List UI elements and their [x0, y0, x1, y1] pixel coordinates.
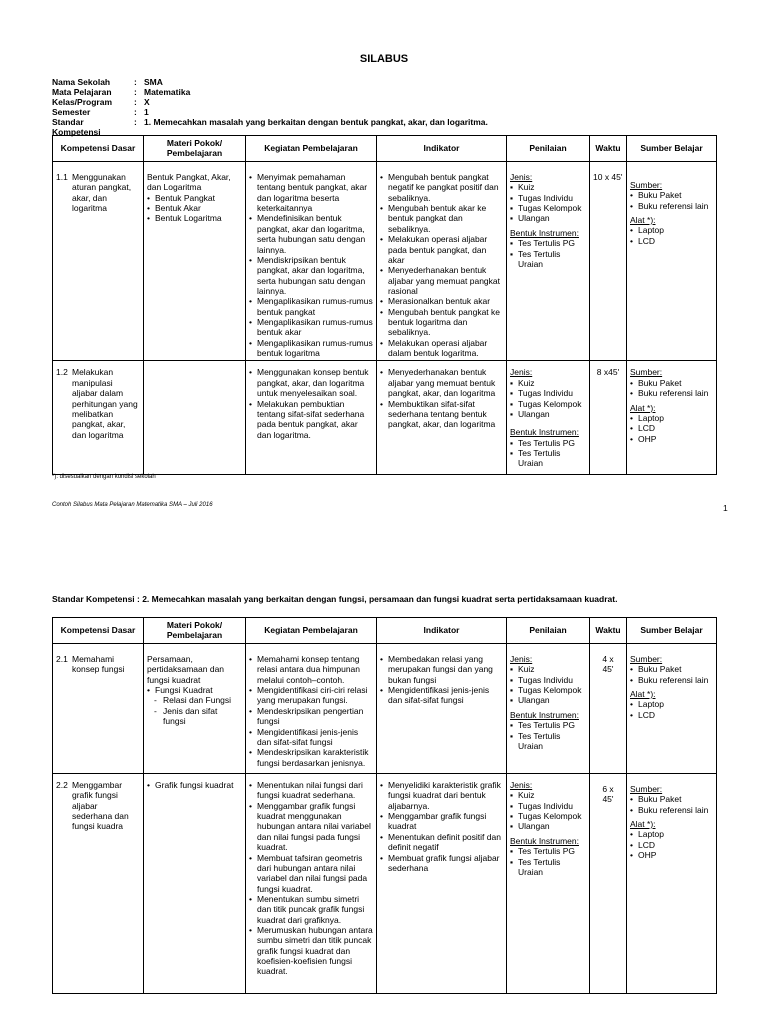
materi-list: [147, 780, 242, 790]
list-item: • Membuat tafsiran geometris dari hubungan antara nilai variabel dan nilai fungsi pada fungsi kuadrat.: [249, 853, 373, 894]
meta-row: [52, 107, 488, 117]
list-item: ▪ Tes Tertulis Uraian: [510, 731, 586, 752]
list-item: • Mendefinisikan bentuk pangkat, akar dan logaritma, serta hubungan satu dengan lainnya.: [249, 213, 373, 254]
list-item: • Grafik fungsi kuadrat: [147, 780, 242, 790]
alat-list: [630, 699, 713, 720]
alat-list: [630, 225, 713, 246]
jenis-label: Jenis:: [510, 654, 533, 664]
list-item: • Mengidentifikasi ciri-ciri relasi yang merupakan fungsi.: [249, 685, 373, 706]
header-indikator: Indikator: [377, 136, 507, 162]
instrumen-label: Bentuk Instrumen:: [510, 227, 579, 238]
header-materi-line1: Materi Pokok/: [166, 137, 223, 148]
list-item: • Menyelidiki karakteristik grafik fungsi kuadrat dari bentuk aljabarnya.: [380, 780, 503, 811]
header-materi-line2: Pembelajaran: [166, 629, 223, 640]
list-item: • Membedakan relasi yang merupakan fungsi dan yang bukan fungsi: [380, 654, 503, 685]
list-item: - Relasi dan Fungsi: [147, 695, 242, 705]
kd-cell: [53, 644, 144, 774]
materi-list: [147, 685, 242, 695]
jenis-label: Jenis:: [510, 780, 533, 790]
list-item: ▪ Tes Tertulis Uraian: [510, 448, 586, 469]
table-row: [53, 644, 717, 774]
page-title: SILABUS: [359, 53, 409, 65]
list-item: • Laptop: [630, 413, 713, 423]
alat-list: [630, 829, 713, 860]
penilaian-cell: [507, 774, 590, 994]
header-materi: [144, 618, 246, 644]
header-materi-line2: Pembelajaran: [166, 147, 223, 158]
kd-text: Menggambar grafik fungsi aljabar sederhana dan fungsi kuadra: [72, 780, 129, 832]
meta-label: Semester: [52, 107, 91, 117]
kd-number: 1.2: [56, 367, 68, 378]
materi-intro: Bentuk Pangkat, Akar, dan Logaritma: [147, 172, 231, 193]
alat-list: [630, 413, 713, 444]
kegiatan-list: [249, 780, 373, 977]
kd-number: 2.2: [56, 780, 68, 790]
list-item: • Memahami konsep tentang relasi antara dua himpunan melalui contoh–contoh.: [249, 654, 373, 685]
indikator-list: [380, 780, 503, 873]
list-item: • Laptop: [630, 225, 713, 235]
waktu-value: 8 x45': [596, 367, 620, 378]
header-kegiatan: Kegiatan Pembelajaran: [246, 136, 377, 162]
list-item: ▪ Tes Tertulis Uraian: [510, 249, 586, 270]
page-footer: Contoh Silabus Mata Pelajaran Matematika SMA – Juli 2016: [52, 502, 213, 508]
materi-cell: [144, 162, 246, 361]
list-item: • Buku Paket: [630, 378, 713, 388]
meta-colon: :: [134, 117, 137, 127]
waktu-cell: [590, 644, 627, 774]
meta-value: SMA: [144, 77, 163, 87]
waktu-value: 10 x 45': [593, 172, 623, 182]
list-item: • Mendeskripsikan pengertian fungsi: [249, 706, 373, 727]
materi-intro: Persamaan, pertidaksamaan dan fungsi kuadrat: [147, 654, 225, 685]
waktu-cell: [590, 162, 627, 361]
indikator-list: [380, 172, 503, 358]
meta-colon: :: [134, 97, 137, 107]
waktu-value-line1: 6 x: [602, 784, 614, 794]
kegiatan-cell: [246, 361, 377, 475]
list-item: ▪ Kuiz: [510, 378, 586, 388]
syllabus-table-1: [52, 135, 717, 475]
list-item: • Menentukan sumbu simetri dan titik puncak grafik fungsi kuadrat dari grafiknya.: [249, 894, 373, 925]
meta-colon: :: [134, 107, 137, 117]
list-item: ▪ Tes Tertulis PG: [510, 720, 586, 730]
list-item: • Menentukan definit positif dan definit negatif: [380, 832, 503, 853]
list-item: • Melakukan operasi aljabar dalam bentuk logaritma.: [380, 338, 503, 359]
jenis-list: [510, 182, 586, 223]
meta-colon: :: [134, 77, 137, 87]
indikator-cell: [377, 644, 507, 774]
list-item: ▪ Tugas Kelompok: [510, 685, 586, 695]
list-item: ▪ Tugas Individu: [510, 801, 586, 811]
sumber-list: [630, 664, 713, 685]
indikator-cell: [377, 162, 507, 361]
sumber-list: [630, 794, 713, 815]
list-item: • Mengaplikasikan rumus-rumus bentuk akar: [249, 317, 373, 338]
kegiatan-list: [249, 654, 373, 768]
sumber-list: [630, 190, 713, 211]
list-item: • Mengidentifikasi jenis-jenis dan sifat-sifat fungsi: [249, 727, 373, 748]
penilaian-cell: [507, 162, 590, 361]
alat-label: Alat *):: [630, 819, 656, 830]
list-item: ▪ Ulangan: [510, 695, 586, 705]
sumber-cell: [627, 162, 717, 361]
list-item: • Mengaplikasikan rumus-rumus bentuk pangkat: [249, 296, 373, 317]
list-item: ▪ Ulangan: [510, 213, 586, 223]
instrumen-list: [510, 720, 586, 751]
sumber-cell: [627, 774, 717, 994]
list-item: • Menyimak pemahaman tentang bentuk pangkat, akar dan logaritma beserta keterkaitannya: [249, 172, 373, 213]
list-item: • Melakukan operasi aljabar pada bentuk pangkat, dan akar: [380, 234, 503, 265]
waktu-cell: [590, 361, 627, 475]
list-item: ▪ Ulangan: [510, 821, 586, 831]
list-item: • Mengubah bentuk pangkat ke bentuk logaritma dan sebaliknya.: [380, 307, 503, 338]
syllabus-table-2: [52, 617, 717, 994]
table-row: [53, 774, 717, 994]
penilaian-cell: [507, 644, 590, 774]
materi-sublist: [147, 695, 242, 726]
sumber-label: Sumber:: [630, 180, 663, 190]
kegiatan-cell: [246, 644, 377, 774]
kegiatan-cell: [246, 162, 377, 361]
meta-label: Kelas/Program: [52, 97, 112, 107]
jenis-list: [510, 664, 586, 705]
table-row: [53, 162, 717, 361]
jenis-label: Jenis:: [510, 172, 533, 182]
header-waktu: Waktu: [590, 618, 627, 644]
materi-cell: [144, 361, 246, 475]
list-item: ▪ Tugas Individu: [510, 193, 586, 203]
list-item: ▪ Tugas Individu: [510, 388, 586, 398]
list-item: ▪ Kuiz: [510, 664, 586, 674]
meta-value: 1: [144, 107, 149, 117]
list-item: • Buku referensi lain: [630, 805, 713, 815]
table-header-row: [53, 618, 717, 644]
list-item: ▪ Tugas Kelompok: [510, 811, 586, 821]
instrumen-label: Bentuk Instrumen:: [510, 427, 579, 438]
instrumen-list: [510, 438, 586, 469]
meta-row: [52, 117, 488, 137]
list-item: • LCD: [630, 236, 713, 246]
sumber-label: Sumber:: [630, 654, 663, 664]
materi-cell: [144, 644, 246, 774]
alat-label: Alat *):: [630, 402, 656, 413]
header-kegiatan: Kegiatan Pembelajaran: [246, 618, 377, 644]
header-kompetensi-dasar: Kompetensi Dasar: [53, 618, 144, 644]
list-item: • Membuktikan sifat-sifat sederhana tentang bentuk pangkat, akar, dan logaritma: [380, 399, 503, 430]
list-item: ▪ Tugas Individu: [510, 675, 586, 685]
instrumen-list: [510, 846, 586, 877]
standar-kompetensi-2: Standar Kompetensi : 2. Memecahkan masalah yang berkaitan dengan fungsi, persamaan dan fungsi kuadrat serta pertidaksamaan kuadrat.: [52, 594, 618, 604]
meta-label: Standar Kompetensi: [52, 117, 101, 137]
header-penilaian: Penilaian: [507, 136, 590, 162]
table-header-row: [53, 136, 717, 162]
list-item: • Mendeskripsikan karakteristik fungsi berdasarkan jenisnya.: [249, 747, 373, 768]
meta-label: Nama Sekolah: [52, 77, 111, 87]
list-item: • Menggambar grafik fungsi kuadrat: [380, 811, 503, 832]
list-item: • Buku Paket: [630, 794, 713, 804]
sumber-cell: [627, 644, 717, 774]
waktu-value-line1: 4 x: [602, 654, 614, 664]
list-item: • Menggambar grafik fungsi kuadrat menggunakan hubungan antara nilai variabel dan nilai fungsi pada fungsi kuadrat.: [249, 801, 373, 853]
kd-text: Melakukan manipulasi aljabar dalam perhitungan yang melibatkan pangkat, akar, dan logaritma: [72, 367, 138, 440]
list-item: • Laptop: [630, 699, 713, 709]
jenis-list: [510, 790, 586, 831]
list-item: ▪ Tes Tertulis PG: [510, 238, 586, 248]
indikator-list: [380, 367, 503, 429]
list-item: • Membuat grafik fungsi aljabar sederhana: [380, 853, 503, 874]
alat-label: Alat *):: [630, 215, 656, 226]
header-penilaian: Penilaian: [507, 618, 590, 644]
meta-colon: :: [134, 87, 137, 97]
list-item: ▪ Kuiz: [510, 182, 586, 192]
list-item: • LCD: [630, 840, 713, 850]
kd-text: Menggunakan aturan pangkat, akar, dan logaritma: [72, 172, 132, 214]
meta-row: [52, 87, 488, 97]
list-item: • Menentukan nilai fungsi dari fungsi kuadrat sederhana.: [249, 780, 373, 801]
list-item: • Merasionalkan bentuk akar: [380, 296, 503, 306]
list-item: • Mendiskripsikan bentuk pangkat, akar dan logaritma, serta hubungan satu dengan lainnya.: [249, 255, 373, 296]
list-item: • Mengubah bentuk pangkat negatif ke pangkat positif dan sebaliknya.: [380, 172, 503, 203]
header-materi-line1: Materi Pokok/: [166, 619, 223, 630]
materi-cell: [144, 774, 246, 994]
kegiatan-list: [249, 367, 373, 440]
sumber-label: Sumber:: [630, 367, 663, 378]
indikator-cell: [377, 361, 507, 475]
alat-label: Alat *):: [630, 689, 656, 700]
list-item: • Mengidentifikasi jenis-jenis dan sifat-sifat fungsi: [380, 685, 503, 706]
page-number: 1: [723, 503, 728, 513]
kd-cell: [53, 361, 144, 475]
header-waktu: Waktu: [590, 136, 627, 162]
list-item: • Mengaplikasikan rumus-rumus bentuk logaritma: [249, 338, 373, 359]
list-item: • Buku referensi lain: [630, 201, 713, 211]
document-meta: [52, 77, 488, 137]
header-materi: [144, 136, 246, 162]
list-item: • Laptop: [630, 829, 713, 839]
sumber-label: Sumber:: [630, 784, 663, 794]
list-item: • LCD: [630, 423, 713, 433]
sumber-cell: [627, 361, 717, 475]
list-item: • Bentuk Akar: [147, 203, 242, 213]
list-item: ▪ Tugas Kelompok: [510, 399, 586, 409]
list-item: • Merumuskan hubungan antara sumbu simetri dan titik puncak grafik fungsi kuadrat dan koefisien-koefisien fungsi kuadrat.: [249, 925, 373, 977]
meta-value: Matematika: [144, 87, 191, 97]
waktu-value-line2: 45': [602, 664, 614, 675]
list-item: • Buku referensi lain: [630, 675, 713, 685]
sumber-list: [630, 378, 713, 399]
instrumen-label: Bentuk Instrumen:: [510, 709, 579, 720]
penilaian-cell: [507, 361, 590, 475]
list-item: • Menyederhanakan bentuk aljabar yang memuat pangkat rasional: [380, 265, 503, 296]
kd-number: 2.1: [56, 654, 68, 664]
instrumen-label: Bentuk Instrumen:: [510, 835, 579, 846]
header-kompetensi-dasar: Kompetensi Dasar: [53, 136, 144, 162]
list-item: • OHP: [630, 850, 713, 860]
list-item: • Fungsi Kuadrat: [147, 685, 242, 695]
waktu-value-line2: 45': [602, 794, 614, 805]
kegiatan-cell: [246, 774, 377, 994]
list-item: • LCD: [630, 710, 713, 720]
list-item: • Buku Paket: [630, 664, 713, 674]
header-sumber: Sumber Belajar: [627, 136, 717, 162]
meta-value: 1. Memecahkan masalah yang berkaitan dengan bentuk pangkat, akar, dan logaritma.: [144, 117, 488, 127]
kd-cell: [53, 774, 144, 994]
footnote: *): disesuaikan dengan kondisi sekolah: [52, 474, 156, 480]
meta-label: Mata Pelajaran: [52, 87, 112, 97]
list-item: ▪ Kuiz: [510, 790, 586, 800]
meta-row: [52, 77, 488, 87]
list-item: ▪ Tes Tertulis Uraian: [510, 857, 586, 878]
kd-text: Memahami konsep fungsi: [72, 654, 125, 675]
materi-list: [147, 193, 242, 224]
indikator-cell: [377, 774, 507, 994]
meta-value: X: [144, 97, 150, 107]
table-row: [53, 361, 717, 475]
list-item: • Menggunakan konsep bentuk pangkat, akar, dan logaritma untuk menyelesaikan soal.: [249, 367, 373, 398]
instrumen-list: [510, 238, 586, 269]
header-sumber: Sumber Belajar: [627, 618, 717, 644]
list-item: • Melakukan pembuktian tentang sifat-sifat sederhana pada bentuk pangkat, akar dan logaritma.: [249, 399, 373, 440]
waktu-cell: [590, 774, 627, 994]
list-item: ▪ Ulangan: [510, 409, 586, 419]
indikator-list: [380, 654, 503, 706]
list-item: • Bentuk Pangkat: [147, 193, 242, 203]
list-item: ▪ Tugas Kelompok: [510, 203, 586, 213]
list-item: • Buku referensi lain: [630, 388, 713, 398]
list-item: • OHP: [630, 434, 713, 444]
list-item: • Buku Paket: [630, 190, 713, 200]
kegiatan-list: [249, 172, 373, 358]
list-item: ▪ Tes Tertulis PG: [510, 438, 586, 448]
kd-cell: [53, 162, 144, 361]
kd-number: 1.1: [56, 172, 68, 182]
meta-row: [52, 97, 488, 107]
jenis-list: [510, 378, 586, 419]
header-indikator: Indikator: [377, 618, 507, 644]
list-item: - Jenis dan sifat fungsi: [147, 706, 242, 727]
list-item: • Mengubah bentuk akar ke bentuk pangkat dan sebaliknya.: [380, 203, 503, 234]
list-item: ▪ Tes Tertulis PG: [510, 846, 586, 856]
jenis-label: Jenis:: [510, 367, 533, 378]
list-item: • Bentuk Logaritma: [147, 213, 242, 223]
list-item: • Menyederhanakan bentuk aljabar yang memuat bentuk pangkat, akar, dan logaritma: [380, 367, 503, 398]
